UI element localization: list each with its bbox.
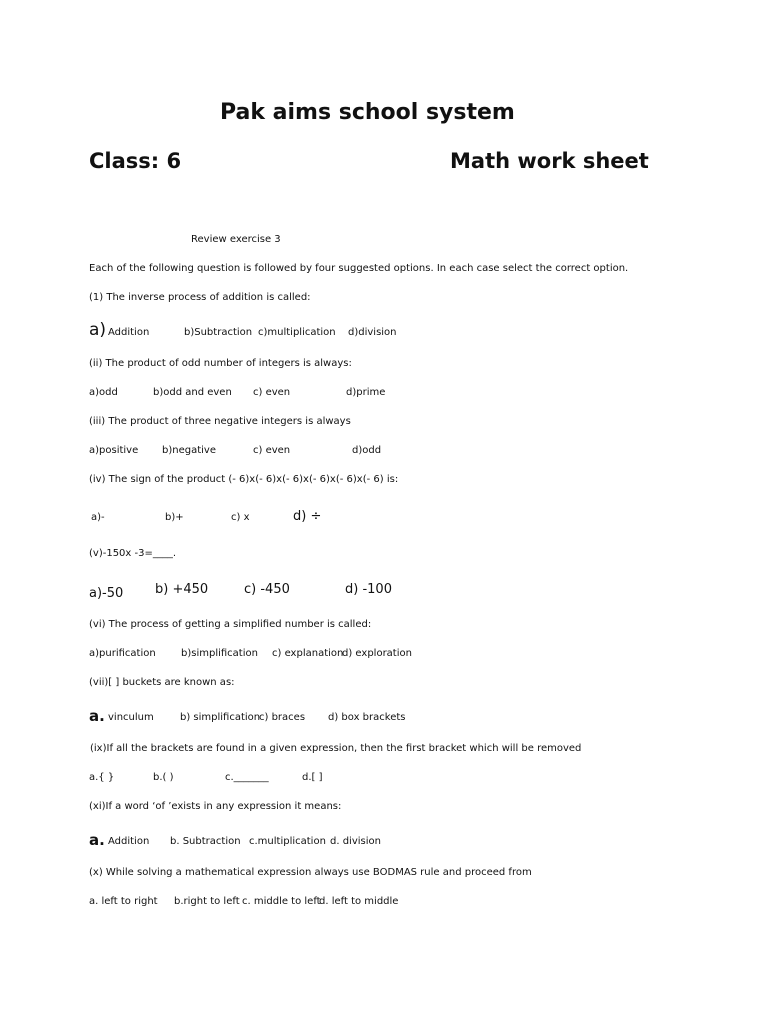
option-c: c) x <box>231 512 250 523</box>
question-6: (vi) The process of getting a simplified number is called: <box>89 619 372 630</box>
option-a: a)-50 <box>89 586 124 601</box>
question-2: (ii) The product of odd number of integers is always: <box>89 358 352 369</box>
option-a: a)positive <box>89 445 139 456</box>
question-1: (1) The inverse process of addition is called: <box>89 292 311 303</box>
question-10: (x) While solving a mathematical expression always use BODMAS rule and proceed from <box>89 867 532 878</box>
option-d: d. division <box>330 836 381 847</box>
option-a: Addition <box>108 836 150 847</box>
option-a-marker: a) <box>89 320 107 340</box>
option-a: a.{ } <box>89 772 115 783</box>
option-a: a)odd <box>89 387 118 398</box>
option-a-marker: a. <box>89 707 105 725</box>
exercise-title: Review exercise 3 <box>191 234 281 245</box>
option-c: c) even <box>253 387 291 398</box>
question-7: (vii)[ ] buckets are known as: <box>89 677 235 688</box>
option-b: b)simplification <box>181 648 258 659</box>
option-d: d) exploration <box>342 648 412 659</box>
option-c: c) explanation <box>272 648 344 659</box>
option-a: a. left to right <box>89 896 158 907</box>
option-b: b)+ <box>165 512 184 523</box>
option-d: d. left to middle <box>319 896 399 907</box>
class-label: Class: 6 <box>89 149 182 173</box>
option-a: vinculum <box>108 712 154 723</box>
option-d: d)division <box>348 327 397 338</box>
option-a-marker: a. <box>89 831 105 849</box>
option-a: a)- <box>91 512 105 523</box>
option-c: c)multiplication <box>258 327 336 338</box>
option-b: b.right to left <box>174 896 240 907</box>
option-c: c) braces <box>259 712 306 723</box>
option-c: c.multiplication <box>249 836 326 847</box>
option-c: c. middle to left <box>242 896 321 907</box>
option-d: d) ÷ <box>293 509 322 524</box>
option-d: d) box brackets <box>328 712 406 723</box>
question-5: (v)-150x -3=____. <box>89 548 177 559</box>
school-name: Pak aims school system <box>220 100 515 125</box>
option-d: d.[ ] <box>302 772 323 783</box>
instructions: Each of the following question is followed by four suggested options. In each case select the correct option. <box>89 263 629 274</box>
question-8: (ix)If all the brackets are found in a given expression, then the first bracket which will be removed <box>90 743 582 754</box>
option-b: b)Subtraction <box>184 327 253 338</box>
option-b: b) simplification <box>180 712 261 723</box>
question-3: (iii) The product of three negative integers is always <box>89 416 351 427</box>
option-a: Addition <box>108 327 150 338</box>
option-b: b. Subtraction <box>170 836 241 847</box>
option-b: b)odd and even <box>153 387 232 398</box>
option-b: b.( ) <box>153 772 174 783</box>
option-a: a)purification <box>89 648 156 659</box>
question-9: (xi)If a word ‘of ’exists in any expression it means: <box>89 801 342 812</box>
question-4: (iv) The sign of the product (- 6)x(- 6)x(- 6)x(- 6)x(- 6)x(- 6) is: <box>89 474 399 485</box>
option-d: d) -100 <box>345 582 392 597</box>
sheet-title: Math work sheet <box>450 149 649 173</box>
option-c: c._______ <box>225 772 269 783</box>
option-b: b)negative <box>162 445 216 456</box>
option-d: d)prime <box>346 387 386 398</box>
option-c: c) -450 <box>244 582 290 597</box>
option-b: b) +450 <box>155 582 209 597</box>
option-d: d)odd <box>352 445 382 456</box>
option-c: c) even <box>253 445 291 456</box>
